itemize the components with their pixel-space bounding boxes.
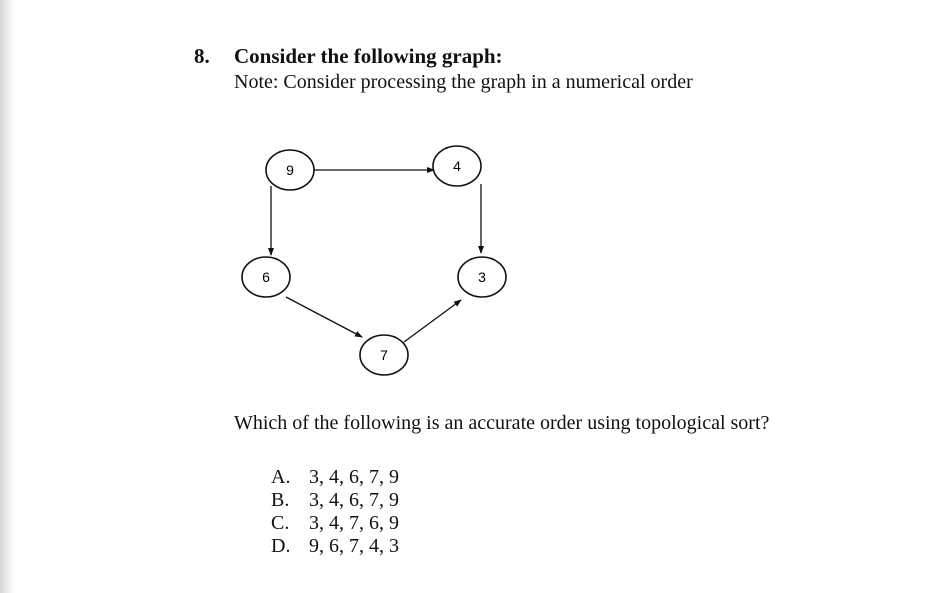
question-number: 8. bbox=[194, 44, 210, 68]
option-text: 3, 4, 6, 7, 9 bbox=[309, 489, 399, 511]
question-prompt: Which of the following is an accurate order using topological sort? bbox=[234, 412, 770, 434]
edge-6-7 bbox=[286, 297, 362, 337]
node-3 bbox=[458, 257, 506, 297]
option-a[interactable] bbox=[271, 466, 399, 489]
node-3-label: 3 bbox=[478, 269, 486, 285]
option-text: 9, 6, 7, 4, 3 bbox=[309, 535, 399, 557]
question-title: Consider the following graph: bbox=[234, 44, 503, 68]
node-4 bbox=[433, 146, 481, 186]
option-letter: A. bbox=[271, 466, 291, 488]
question-note: Note: Consider processing the graph in a numerical order bbox=[234, 71, 693, 93]
option-letter: C. bbox=[271, 512, 290, 534]
option-letter: D. bbox=[271, 535, 291, 557]
node-6-label: 6 bbox=[262, 269, 270, 285]
answer-options bbox=[271, 466, 399, 558]
node-7-label: 7 bbox=[380, 347, 388, 363]
node-9 bbox=[266, 150, 314, 190]
edge-7-3 bbox=[404, 300, 461, 342]
option-d[interactable] bbox=[271, 535, 399, 558]
node-9-label: 9 bbox=[286, 162, 294, 178]
node-7 bbox=[360, 335, 408, 375]
node-4-label: 4 bbox=[453, 158, 461, 174]
option-text: 3, 4, 6, 7, 9 bbox=[309, 466, 399, 488]
option-text: 3, 4, 7, 6, 9 bbox=[309, 512, 399, 534]
option-c[interactable] bbox=[271, 512, 399, 535]
option-b[interactable] bbox=[271, 489, 399, 512]
node-6 bbox=[242, 257, 290, 297]
option-letter: B. bbox=[271, 489, 290, 511]
